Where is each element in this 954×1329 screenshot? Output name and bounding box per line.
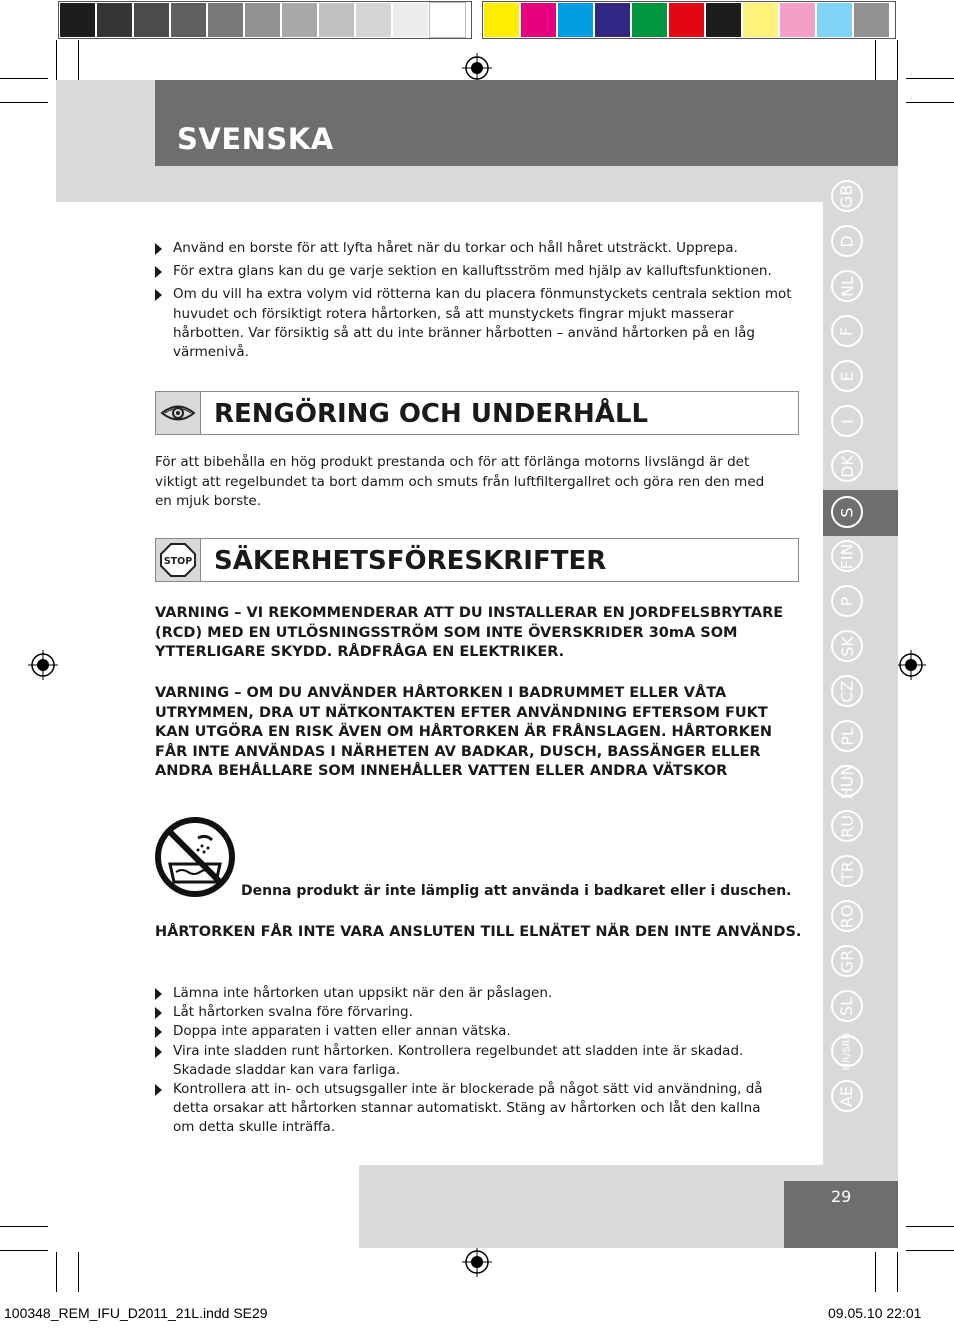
language-tab-label: I <box>837 418 857 424</box>
language-tab-i[interactable] <box>831 405 863 437</box>
language-tab-label: CZ <box>837 679 857 703</box>
language-tab-e[interactable] <box>831 360 863 392</box>
svg-text:STOP: STOP <box>163 556 193 567</box>
language-tab-sk[interactable] <box>831 630 863 662</box>
unplug-warning: HÅRTORKEN FÅR INTE VARA ANSLUTEN TILL ELNÄTET NÄR DEN INTE ANVÄNDS. <box>155 924 802 940</box>
language-tab-s[interactable] <box>831 496 863 528</box>
page-number-box <box>784 1181 898 1248</box>
list-item: Låt hårtorken svalna före förvaring. <box>155 1003 765 1022</box>
language-tab-cz[interactable] <box>831 675 863 707</box>
list-item: Kontrollera att in- och utsugsgaller inte är blockerade på något sätt vid användning, då detta orsakar att hårtorken stannar automatiskt. Stäng av hårtorken och låt den kallna om detta skulle inträffa. <box>155 1080 765 1138</box>
arrow-bullet-icon <box>155 1007 162 1019</box>
registration-mark-icon <box>462 1247 492 1277</box>
safety-heading: SÄKERHETSFÖRESKRIFTER <box>214 546 607 576</box>
arrow-bullet-icon <box>155 1026 162 1038</box>
language-tab-label: NL <box>837 275 857 297</box>
language-tab-dk[interactable] <box>831 450 863 482</box>
language-tab-hun[interactable] <box>831 765 863 797</box>
safety-bullet-list <box>155 984 765 1138</box>
language-tab-gb[interactable] <box>831 180 863 212</box>
language-tab-ro[interactable] <box>831 900 863 932</box>
language-tab-d[interactable] <box>831 225 863 257</box>
language-tab-label: S <box>837 506 857 518</box>
warning-bathroom: VARNING – OM DU ANVÄNDER HÅRTORKEN I BADRUMMET ELLER VÅTA UTRYMMEN, DRA UT NÄTKONTAKTEN EFTER ANVÄNDNING EFTERSOM FUKT KAN UTGÖRA EN RISK ÄVEN OM HÅRTORKEN ÄR FRÅNSLAGEN. HÅRTORKEN FÅR INTE ANVÄNDAS I NÄRHETEN AV BADKAR, DUSCH, BASSÄNGER ELLER ANDRA BEHÅLLARE SOM INNEHÅLLER VATTEN ELLER ANDRA VÄTSKOR <box>155 685 773 780</box>
language-tab-label: DK <box>837 454 857 478</box>
list-item: Använd en borste för att lyfta håret när du torkar och håll håret utsträckt. Upprepa. <box>155 239 795 258</box>
arrow-bullet-icon <box>155 266 162 278</box>
arrow-bullet-icon <box>155 988 162 1000</box>
language-tab-label: AE <box>837 1085 857 1107</box>
language-tab-nl[interactable] <box>831 270 863 302</box>
list-item: För extra glans kan du ge varje sektion en kalluftsström med hjälp av kalluftsfunktionen. <box>155 262 795 281</box>
language-tab-ru[interactable] <box>831 810 863 842</box>
language-tab-ae[interactable] <box>831 1080 863 1112</box>
registration-mark-icon <box>28 650 58 680</box>
language-tab-label: HUN <box>837 763 857 799</box>
footer-file-info: 100348_REM_IFU_D2011_21L.indd SE29 <box>4 1305 268 1321</box>
cleaning-heading: RENGÖRING OCH UNDERHÅLL <box>214 399 649 429</box>
language-tab-label: D <box>837 234 857 248</box>
language-tab-label: GB <box>837 184 857 208</box>
language-tab-p[interactable] <box>831 585 863 617</box>
color-bar-frame <box>482 1 896 39</box>
language-tab-f[interactable] <box>831 315 863 347</box>
safety-heading-box <box>155 538 799 582</box>
arrow-bullet-icon <box>155 243 162 255</box>
language-tab-label: FIN <box>837 543 857 569</box>
language-tab-label: SK <box>837 635 857 657</box>
eye-icon <box>156 392 200 434</box>
language-tab-sl[interactable] <box>831 990 863 1022</box>
cleaning-text: För att bibehålla en hög produkt prestanda och för att förlänga motorns livslängd är det viktigt att regelbundet ta bort damm och smuts från luftfiltergallret och göra ren den med en mjuk borste. <box>155 454 765 509</box>
registration-mark-icon <box>896 650 926 680</box>
language-tab-label: HR/SRB <box>841 1032 853 1070</box>
arrow-bullet-icon <box>155 1084 162 1096</box>
no-bath-shower-icon <box>154 816 236 898</box>
color-bar-frame <box>58 1 472 39</box>
language-tab-label: RO <box>837 904 857 928</box>
language-tab-label: PL <box>837 726 857 746</box>
list-item: Vira inte sladden runt hårtorken. Kontrollera regelbundet att sladden inte är skadad. Skadade sladdar kan vara farliga. <box>155 1042 765 1080</box>
title-bar <box>155 80 898 166</box>
page-title: SVENSKA <box>177 122 334 156</box>
language-tab-label: TR <box>837 860 857 882</box>
language-tab-pl[interactable] <box>831 720 863 752</box>
list-item: Lämna inte hårtorken utan uppsikt när den är påslagen. <box>155 984 765 1003</box>
arrow-bullet-icon <box>155 289 162 301</box>
cleaning-heading-box <box>155 391 799 435</box>
footer-datetime: 09.05.10 22:01 <box>828 1305 922 1321</box>
language-tab-label: E <box>837 370 857 382</box>
page-number: 29 <box>831 1187 852 1206</box>
registration-mark-icon <box>462 53 492 83</box>
list-item: Om du vill ha extra volym vid rötterna kan du placera fönmunstyckets centrala sektion mot huvudet och försiktigt rotera hårtorken, så att munstyckets fingrar mjukt masserar hårbotten. Var försiktig så att du inte bränner hårbotten – använd hårtorken på en låg värmenivå. <box>155 285 795 362</box>
language-tab-label: SL <box>837 996 857 1016</box>
warning-rcd: VARNING – VI REKOMMENDERAR ATT DU INSTALLERAR EN JORDFELSBRYTARE (RCD) MED EN UTLÖSNINGSSTRÖM SOM INTE ÖVERSKRIDER 30mA SOM YTTERLIGARE SKYDD. RÅDFRÅGA EN ELEKTRIKER. <box>155 605 784 661</box>
language-tab-label: P <box>837 596 857 606</box>
language-tab-label: F <box>837 326 857 336</box>
language-tab-tr[interactable] <box>831 855 863 887</box>
arrow-bullet-icon <box>155 1046 162 1058</box>
language-tab-label: RU <box>837 814 857 838</box>
list-item: Doppa inte apparaten i vatten eller annan vätska. <box>155 1022 765 1041</box>
stop-sign-icon <box>156 539 200 581</box>
language-tab-hr-srb[interactable] <box>831 1032 863 1070</box>
language-tab-gr[interactable] <box>831 945 863 977</box>
intro-bullet-list <box>155 239 795 366</box>
language-tab-label: GR <box>837 949 857 973</box>
bath-warning-note: Denna produkt är inte lämplig att använda i badkaret eller i duschen. <box>241 883 792 899</box>
language-tab-fin[interactable] <box>831 540 863 572</box>
